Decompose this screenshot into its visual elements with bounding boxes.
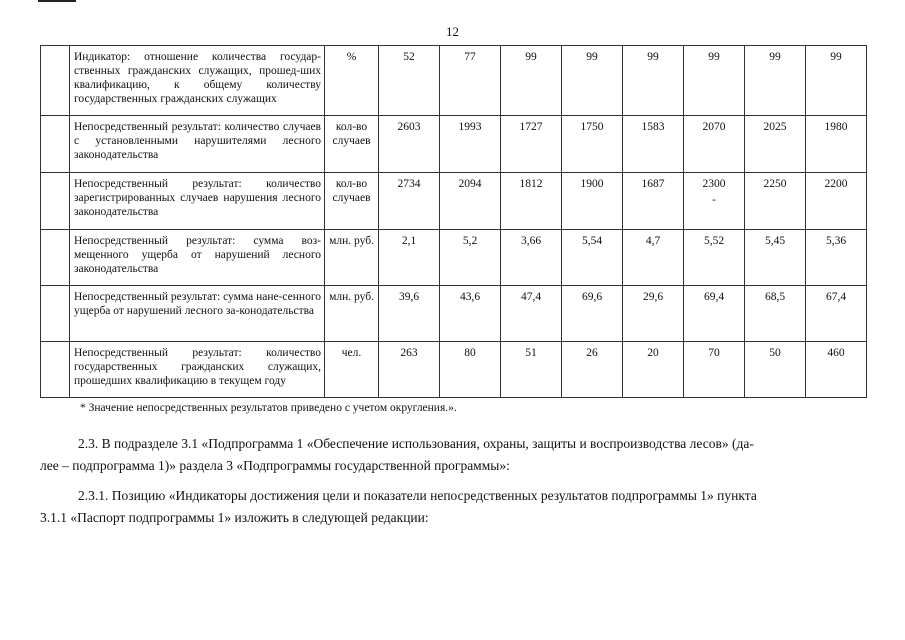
value-cell: 5,54 bbox=[562, 230, 623, 286]
number-cell bbox=[41, 116, 70, 173]
number-cell bbox=[41, 173, 70, 230]
unit-cell: млн. руб. bbox=[325, 230, 379, 286]
value-cell: 99 bbox=[623, 46, 684, 116]
paragraph-2-3-1 bbox=[40, 485, 866, 529]
paragraph-line: лее – подпрограмма 1)» раздела 3 «Подпрограммы государственной программы»: bbox=[40, 458, 510, 473]
value-cell: 4,7 bbox=[623, 230, 684, 286]
value-cell: 1687 bbox=[623, 173, 684, 230]
paragraph-line: 3.1.1 «Паспорт подпрограммы 1» изложить в следующей редакции: bbox=[40, 510, 429, 525]
page-number: 12 bbox=[446, 24, 459, 39]
indicators-table bbox=[40, 45, 867, 398]
value-cell: 80 bbox=[440, 342, 501, 398]
value-cell: 2,1 bbox=[379, 230, 440, 286]
unit-cell: кол-во случаев bbox=[325, 116, 379, 173]
number-cell bbox=[41, 230, 70, 286]
value-cell: 3,66 bbox=[501, 230, 562, 286]
table-row bbox=[41, 173, 867, 230]
corner-mark bbox=[38, 0, 76, 2]
unit-cell: млн. руб. bbox=[325, 286, 379, 342]
value-cell: 43,6 bbox=[440, 286, 501, 342]
value-cell: 69,6 bbox=[562, 286, 623, 342]
value-cell: 69,4 bbox=[684, 286, 745, 342]
indicator-cell: Непосредственный результат: сумма воз-мещенного ущерба от нарушений лесного законодательства bbox=[70, 230, 325, 286]
table-row bbox=[41, 230, 867, 286]
indicator-cell: Индикатор: отношение количества государ-ственных гражданских служащих, прошед-ших квалификацию, к общему количеству государственных гражданских служащих bbox=[70, 46, 325, 116]
value-cell: 77 bbox=[440, 46, 501, 116]
number-cell bbox=[41, 342, 70, 398]
table-row bbox=[41, 342, 867, 398]
indicator-cell: Непосредственный результат: количество зарегистрированных случаев нарушения лесного законодательства bbox=[70, 173, 325, 230]
value-cell: 99 bbox=[501, 46, 562, 116]
number-cell bbox=[41, 46, 70, 116]
value-cell: 99 bbox=[745, 46, 806, 116]
value-cell: 26 bbox=[562, 342, 623, 398]
value-cell: 2200 bbox=[806, 173, 867, 230]
value-cell: 20 bbox=[623, 342, 684, 398]
value-cell bbox=[684, 173, 745, 230]
value-cell: 67,4 bbox=[806, 286, 867, 342]
table-row bbox=[41, 286, 867, 342]
value-cell: 99 bbox=[806, 46, 867, 116]
value-cell: 99 bbox=[684, 46, 745, 116]
table-row bbox=[41, 46, 867, 116]
indicator-cell: Непосредственный результат: сумма нане-сенного ущерба от нарушений лесного за-конодательства bbox=[70, 286, 325, 342]
value-cell: 2603 bbox=[379, 116, 440, 173]
table-footnote: * Значение непосредственных результатов приведено с учетом округления.». bbox=[80, 402, 457, 414]
indicator-cell: Непосредственный результат: количество случаев с установленными нарушителями лесного законодательства bbox=[70, 116, 325, 173]
paragraph-line: 2.3. В подразделе 3.1 «Подпрограмма 1 «Обеспечение использования, охраны, защиты и воспроизводства лесов» (да- bbox=[78, 436, 754, 451]
value-cell: 29,6 bbox=[623, 286, 684, 342]
number-cell bbox=[41, 286, 70, 342]
value-cell: 2734 bbox=[379, 173, 440, 230]
value-cell: 5,2 bbox=[440, 230, 501, 286]
value-cell: 1812 bbox=[501, 173, 562, 230]
stray-mark: - bbox=[712, 194, 716, 206]
indicator-cell: Непосредственный результат: количество государственных гражданских служащих, прошедших квалификацию в текущем году bbox=[70, 342, 325, 398]
value-cell: 5,45 bbox=[745, 230, 806, 286]
paragraph-2-3 bbox=[40, 433, 866, 477]
value-cell: 68,5 bbox=[745, 286, 806, 342]
value-cell: 1900 bbox=[562, 173, 623, 230]
value-cell: 2070 bbox=[684, 116, 745, 173]
value-cell: 2250 bbox=[745, 173, 806, 230]
value-cell: 70 bbox=[684, 342, 745, 398]
value-cell: 1750 bbox=[562, 116, 623, 173]
value-cell: 5,36 bbox=[806, 230, 867, 286]
unit-cell: % bbox=[325, 46, 379, 116]
paragraph-line: 2.3.1. Позицию «Индикаторы достижения цели и показатели непосредственных результатов подпрограммы 1» пункта bbox=[78, 488, 757, 503]
table-row bbox=[41, 116, 867, 173]
value-cell: 460 bbox=[806, 342, 867, 398]
value-cell: 263 bbox=[379, 342, 440, 398]
value-cell: 50 bbox=[745, 342, 806, 398]
value-cell: 99 bbox=[562, 46, 623, 116]
value-cell: 51 bbox=[501, 342, 562, 398]
value-cell: 2094 bbox=[440, 173, 501, 230]
value-cell: 1727 bbox=[501, 116, 562, 173]
value-cell: 1980 bbox=[806, 116, 867, 173]
value-cell: 52 bbox=[379, 46, 440, 116]
value-text: 2300 bbox=[702, 178, 726, 190]
unit-cell: кол-во случаев bbox=[325, 173, 379, 230]
unit-cell: чел. bbox=[325, 342, 379, 398]
value-cell: 1993 bbox=[440, 116, 501, 173]
value-cell: 47,4 bbox=[501, 286, 562, 342]
value-cell: 39,6 bbox=[379, 286, 440, 342]
value-cell: 1583 bbox=[623, 116, 684, 173]
value-cell: 5,52 bbox=[684, 230, 745, 286]
value-cell: 2025 bbox=[745, 116, 806, 173]
